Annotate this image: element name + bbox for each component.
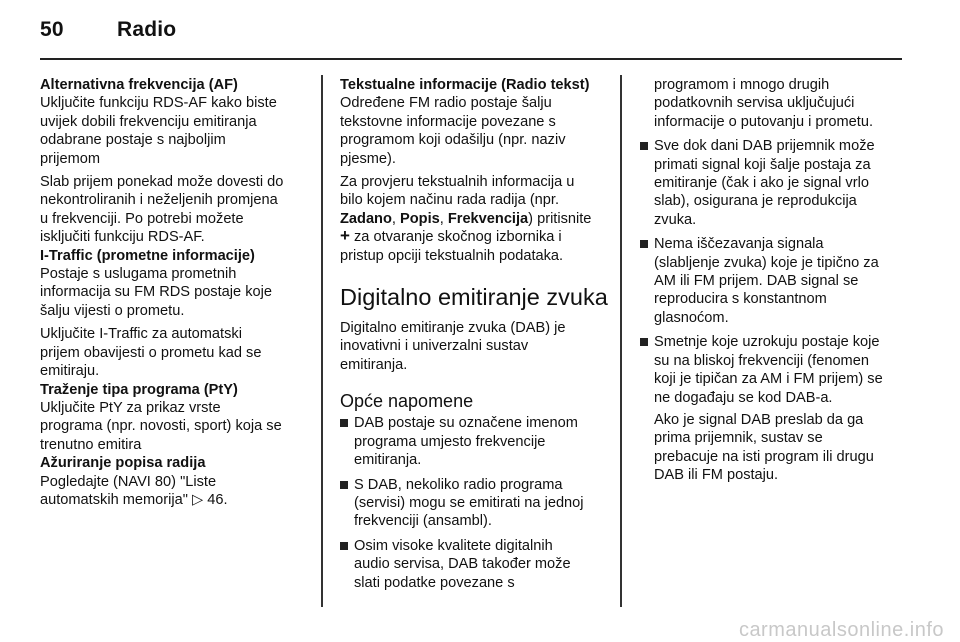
text-line: inovativni i univerzalni sustav <box>340 338 529 355</box>
paragraph <box>40 399 312 454</box>
radio-text-paragraph <box>340 94 608 168</box>
text-line: reproducira s konstantnom <box>654 291 827 308</box>
plus-icon: + <box>340 226 350 246</box>
bullet-continuation <box>640 76 906 131</box>
square-bullet-icon <box>640 240 648 248</box>
instr-line-2: bilo kojem načinu rada radija (npr. <box>340 192 560 209</box>
menu-zadano: Zadano <box>340 210 392 227</box>
text-line: DAB postaje su označene imenom <box>354 415 578 432</box>
text-line: glasnoćom. <box>654 309 729 326</box>
text-line: u frekvenciji. Po potrebi možete <box>40 210 244 227</box>
square-bullet-icon <box>640 142 648 150</box>
page-number: 50 <box>40 18 64 41</box>
column-1 <box>40 76 312 509</box>
text-line: informacija su FM RDS postaje koje <box>40 284 272 301</box>
text-line: Uključite PtY za prikaz vrste <box>40 399 221 416</box>
dab-bullet-list <box>340 414 608 592</box>
text-line: emitiranje (čak i ako je signal vrlo <box>654 175 869 192</box>
text-line: S DAB, nekoliko radio programa <box>354 476 563 493</box>
column-2 <box>340 76 608 598</box>
page-ref[interactable]: 46. <box>203 491 228 508</box>
text-line: Pogledajte (NAVI 80) "Liste <box>40 473 217 490</box>
text-line: Digitalno emitiranje zvuka (DAB) je <box>340 320 566 337</box>
instr-line-5: pristup opciji tekstualnih podataka. <box>340 247 564 264</box>
bullet-text <box>354 415 578 468</box>
bullet-item <box>340 537 608 592</box>
text-line: frekvenciji (ansambl). <box>354 513 492 530</box>
text-line: slab), osigurana je reprodukcija <box>654 193 857 210</box>
dab-bullet-list-2 <box>640 137 906 484</box>
text-line: emitiranja. <box>340 356 408 373</box>
bullet-text <box>654 236 879 326</box>
dab-intro <box>340 319 608 374</box>
square-bullet-icon <box>340 419 348 427</box>
section <box>40 76 312 247</box>
sep: , <box>439 210 448 227</box>
text-line: emitiraju. <box>40 363 100 380</box>
page-ref-arrow-icon: ▷ <box>191 491 204 508</box>
bullet-item <box>640 333 906 484</box>
radio-text-instructions <box>340 173 608 265</box>
text-line: prijemom <box>40 150 101 167</box>
section-title: Traženje tipa programa (PtY) <box>40 381 238 398</box>
text-line: pjesme). <box>340 150 396 167</box>
bullet-item <box>340 476 608 531</box>
column-3 <box>640 76 906 491</box>
text-line: koji je tipičan za AM i FM prijem) se <box>654 371 883 388</box>
section <box>40 247 312 381</box>
menu-popis: Popis <box>400 210 440 227</box>
paragraph <box>40 325 312 380</box>
text-line: tekstovne informacije povezane s <box>340 113 556 130</box>
text-line: Nema iščezavanja signala <box>654 236 824 253</box>
text-line: programom koji odašilju (npr. naziv <box>340 132 566 149</box>
chapter-title: Radio <box>117 18 177 41</box>
text-line: prima prijemnik, sustav se <box>654 430 823 447</box>
heading-dab: Digitalno emitiranje zvuka <box>340 284 608 311</box>
text-line: (servisi) mogu se emitirati na jednoj <box>354 494 584 511</box>
bullet-text <box>654 334 883 405</box>
bullet-item <box>640 235 906 327</box>
text-line: Postaje s uslugama prometnih <box>40 266 237 283</box>
text-line: Slab prijem ponekad može dovesti do <box>40 174 284 191</box>
text-line: odabrane postaje s najboljim <box>40 132 226 149</box>
text-line: DAB ili FM postaju. <box>654 467 779 484</box>
section-title: I-Traffic (prometne informacije) <box>40 247 255 264</box>
section-title-radio-text: Tekstualne informacije (Radio tekst) <box>340 77 590 93</box>
text-line: primati signal koji šalje postaja za <box>654 156 871 173</box>
text-line: informacije o putovanju i prometu. <box>654 113 874 130</box>
text-line: programa (npr. novosti, sport) koja se <box>40 418 282 435</box>
bullet-text <box>354 477 584 530</box>
square-bullet-icon <box>640 338 648 346</box>
text-line: prijem obavijesti o prometu kad se <box>40 344 262 361</box>
text-line: Uključite funkciju RDS-AF kako biste <box>40 95 277 112</box>
header-rule <box>40 58 902 60</box>
text-line: audio servisa, DAB također može <box>354 556 571 573</box>
text-line: nekontroliranih i neželjenih promjena <box>40 192 278 209</box>
column-divider-2 <box>620 75 622 607</box>
watermark: carmanualsonline.info <box>738 619 944 641</box>
instr-line-1: Za provjeru tekstualnih informacija u <box>340 174 575 191</box>
sep: , <box>391 210 400 227</box>
text-line: programa umjesto frekvencije <box>354 433 546 450</box>
square-bullet-icon <box>340 542 348 550</box>
text-line: podatkovnih servisa uključujući <box>654 95 855 112</box>
text-line: automatskih memorija" <box>40 491 192 508</box>
text-line: zvuka. <box>654 211 697 228</box>
text-line: Sve dok dani DAB prijemnik može <box>654 138 875 155</box>
square-bullet-icon <box>340 481 348 489</box>
paragraph <box>40 473 312 510</box>
section-title: Alternativna frekvencija (AF) <box>40 77 238 93</box>
text-line: Osim visoke kvalitete digitalnih <box>354 537 553 554</box>
instr-line-3-tail: ) pritisnite <box>528 210 592 227</box>
text-line: prebacuje na isti program ili drugu <box>654 448 874 465</box>
section-title: Ažuriranje popisa radija <box>40 455 206 472</box>
section <box>40 381 312 455</box>
text-line: Ako je signal DAB preslab da ga <box>654 411 864 428</box>
paragraph <box>40 173 312 247</box>
text-line: uvijek dobili frekvenciju emitiranja <box>40 113 257 130</box>
paragraph <box>40 265 312 320</box>
text-line: ne događaju se kod DAB-a. <box>654 389 833 406</box>
bullet-extra-paragraph <box>654 411 906 485</box>
text-line: AM ili FM prijem. DAB signal se <box>654 273 859 290</box>
text-line: su na bliskoj frekvenciji (fenomen <box>654 352 869 369</box>
instr-line-4: za otvaranje skočnog izbornika i <box>349 229 562 246</box>
bullet-text <box>654 138 875 228</box>
text-line: programom i mnogo drugih <box>654 77 830 93</box>
heading-general-notes: Opće napomene <box>340 391 474 412</box>
column-divider-1 <box>321 75 323 607</box>
text-line: emitiranja. <box>354 452 422 469</box>
bullet-item <box>640 137 906 229</box>
text-line: (slabljenje zvuka) koje je tipično za <box>654 254 879 271</box>
section <box>40 454 312 509</box>
text-line: trenutno emitira <box>40 436 142 453</box>
text-line: Uključite I-Traffic za automatski <box>40 326 242 343</box>
text-line: šalju vijesti o prometu. <box>40 302 185 319</box>
menu-frekvencija: Frekvencija <box>447 210 529 227</box>
text-line: isključiti funkciju RDS-AF. <box>40 229 205 246</box>
text-line: slati podatke povezane s <box>354 574 515 591</box>
text-line: Određene FM radio postaje šalju <box>340 95 552 112</box>
text-line: Smetnje koje uzrokuju postaje koje <box>654 334 880 351</box>
bullet-text <box>354 538 571 591</box>
paragraph <box>40 94 312 168</box>
bullet-item <box>340 414 608 469</box>
page-header <box>40 18 176 42</box>
